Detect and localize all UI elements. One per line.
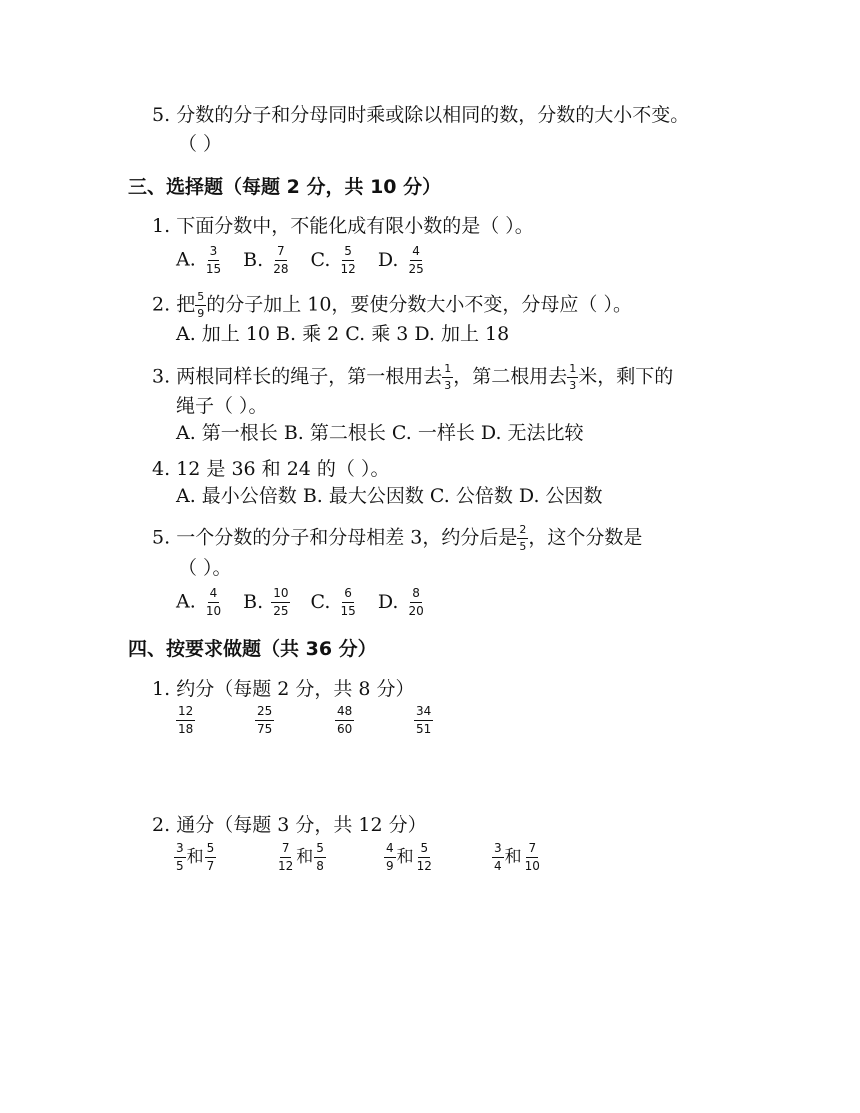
option-d-label: D. [377, 248, 399, 271]
question-fraction-2: $\frac{1}{3}$ [569, 362, 577, 392]
option-b-label: B. [243, 590, 264, 613]
question-text: 通分（每题 3 分，共 12 分） [176, 814, 427, 836]
question-fraction-1: $\frac{1}{3}$ [444, 362, 452, 392]
question-text: 约分（每题 2 分，共 8 分） [176, 678, 415, 700]
question-post: 的分子加上 10，要使分数大小不变，分母应（ ）。 [206, 293, 632, 316]
item-text: 分数的分子和分母同时乘或除以相同的数，分数的大小不变。 [176, 104, 690, 126]
question-number: 1. [152, 215, 171, 237]
question-number: 3. [152, 365, 171, 388]
choice-question-1 [152, 217, 534, 236]
item-number: 5. [152, 104, 171, 126]
section-title-choice: 三、选择题（每题 2 分，共 10 分） [128, 176, 442, 198]
question-post: 米，剩下的 [578, 365, 674, 388]
option-b-fraction: $\frac{10}{25}$ [273, 586, 289, 618]
choice-question-4 [152, 460, 389, 479]
reduce-fraction-2: $\frac{25}{75}$ [257, 704, 273, 736]
question-text: 下面分数中，不能化成有限小数的是（ ）。 [176, 215, 534, 237]
choice-question-2 [152, 290, 632, 321]
question-fraction: $\frac{2}{5}$ [519, 523, 527, 553]
reduce-fraction-1: $\frac{12}{18}$ [178, 704, 194, 736]
judgment-item-5 [152, 106, 689, 125]
option-d-fraction: $\frac{8}{20}$ [408, 586, 424, 618]
common-denominator-pair-3: $\frac{4}{9}$ 和 $\frac{5}{12}$ [386, 841, 432, 873]
option-b-fraction: $\frac{7}{28}$ [273, 244, 289, 276]
question-pre: 一个分数的分子和分母相差 3，约分后是 [176, 526, 518, 549]
reduce-fraction-4: $\frac{34}{51}$ [416, 704, 432, 736]
option-a-fraction: $\frac{3}{15}$ [205, 244, 222, 276]
choice-options-5 [176, 586, 428, 619]
question-pre: 两根同样长的绳子，第一根用去 [176, 365, 443, 388]
answer-blank: （ ） [178, 133, 223, 155]
question-number: 2. [152, 293, 171, 316]
section-title-exercises: 四、按要求做题（共 36 分） [128, 638, 377, 660]
option-a-label: A. [176, 590, 196, 613]
choice-options-1 [176, 244, 428, 277]
option-c-label: C. [310, 590, 331, 613]
option-d-label: D. [377, 590, 399, 613]
question-number: 5. [152, 526, 171, 549]
question-mid: ，第二根用去 [453, 365, 568, 388]
common-denominator-pair-4: $\frac{3}{4}$ 和 $\frac{7}{10}$ [494, 841, 540, 873]
option-a-label: A. [176, 248, 196, 271]
option-d-fraction: $\frac{4}{25}$ [408, 244, 424, 276]
common-denominator-pair-2: $\frac{7}{12}$ 和 $\frac{5}{8}$ [278, 841, 324, 873]
question-text: 12 是 36 和 24 的（ ）。 [176, 458, 390, 480]
choice-question-3 [152, 362, 673, 393]
question-fraction: $\frac{5}{9}$ [197, 290, 205, 320]
exercise-question-1 [152, 680, 415, 699]
option-c-fraction: $\frac{5}{12}$ [340, 244, 356, 276]
option-c-fraction: $\frac{6}{15}$ [340, 586, 356, 618]
option-c-label: C. [310, 248, 331, 271]
choice-options-3: A. 第一根长 B. 第二根长 C. 一样长 D. 无法比较 [176, 422, 584, 444]
question-number: 2. [152, 814, 171, 836]
question-post: ，这个分数是 [528, 526, 643, 549]
question-line-2: 绳子（ ）。 [176, 395, 268, 417]
question-line-2: （ ）。 [178, 557, 232, 579]
choice-question-5 [152, 523, 642, 554]
question-number: 1. [152, 678, 171, 700]
question-pre: 把 [176, 293, 196, 316]
choice-options-4: A. 最小公倍数 B. 最大公因数 C. 公倍数 D. 公因数 [176, 485, 603, 507]
exercise-question-2 [152, 816, 427, 835]
choice-options-2: A. 加上 10 B. 乘 2 C. 乘 3 D. 加上 18 [176, 323, 510, 345]
question-number: 4. [152, 458, 171, 480]
common-denominator-pair-1: $\frac{3}{5}$ 和 $\frac{5}{7}$ [176, 841, 215, 873]
reduce-fraction-3: $\frac{48}{60}$ [337, 704, 353, 736]
option-b-label: B. [243, 248, 264, 271]
option-a-fraction: $\frac{4}{10}$ [205, 586, 222, 618]
